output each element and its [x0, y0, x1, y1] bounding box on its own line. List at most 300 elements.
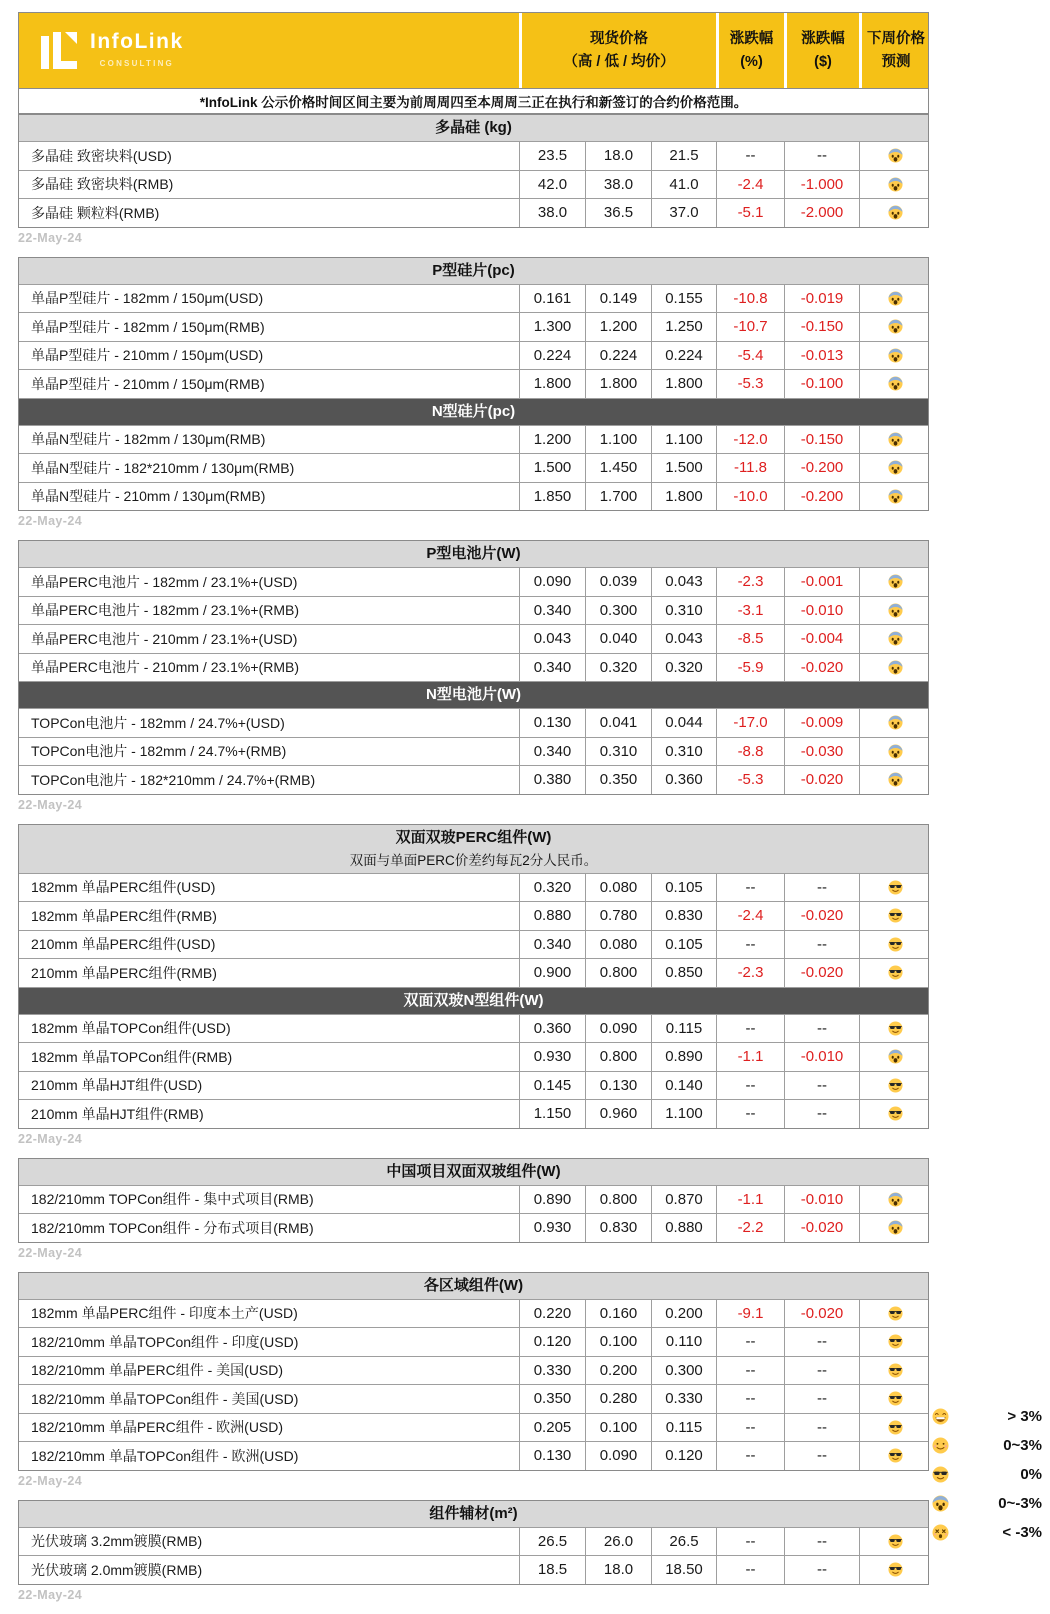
price-low: 0.280	[585, 1385, 651, 1413]
change-usd: --	[784, 142, 859, 170]
scream-emoji-icon	[888, 319, 903, 334]
cool-emoji-icon	[888, 1420, 903, 1435]
grin-emoji-icon	[932, 1408, 949, 1425]
forecast-cell	[859, 1385, 930, 1413]
forecast-cell	[859, 959, 930, 987]
change-pct: --	[716, 142, 784, 170]
section-title: N型电池片(W)	[426, 686, 521, 703]
price-high: 0.145	[519, 1072, 585, 1100]
change-usd: --	[784, 1015, 859, 1043]
price-avg: 41.0	[651, 171, 716, 199]
section-header	[19, 987, 928, 1014]
product-name: 多晶硅 颗粒料(RMB)	[31, 204, 160, 221]
product-row	[19, 482, 928, 511]
product-row	[19, 873, 928, 902]
change-pct: -5.3	[716, 370, 784, 398]
section-title: N型硅片(pc)	[431, 402, 516, 420]
legend-label: 0~-3%	[998, 1495, 1042, 1512]
section-header	[19, 541, 928, 567]
section-title: P型硅片(pc)	[432, 261, 515, 279]
date-label: 22-May-24	[18, 230, 83, 245]
change-usd: --	[784, 1328, 859, 1356]
product-name: 单晶P型硅片 - 210mm / 150μm(RMB)	[31, 375, 265, 392]
brand-name: InfoLink	[90, 29, 184, 53]
price-low: 0.320	[585, 654, 651, 682]
product-name: 182/210mm 单晶PERC组件 - 欧洲(USD)	[31, 1419, 284, 1436]
price-avg: 18.50	[651, 1556, 716, 1584]
forecast-line2: 预测	[881, 53, 911, 70]
scream-emoji-icon	[888, 348, 903, 363]
forecast-cell	[859, 285, 930, 313]
change-pct: -2.2	[716, 1214, 784, 1242]
section-subnote: 双面与单面PERC价差约每瓦2分人民币。	[349, 852, 598, 868]
product-row	[19, 653, 928, 682]
price-high: 0.930	[519, 1214, 585, 1242]
product-row	[19, 958, 928, 987]
product-row	[19, 198, 928, 227]
product-name: 单晶P型硅片 - 182mm / 150μm(USD)	[31, 290, 264, 307]
change-usd: --	[784, 1357, 859, 1385]
change-usd: -0.030	[784, 738, 859, 766]
price-avg: 21.5	[651, 142, 716, 170]
change-pct: -12.0	[716, 426, 784, 454]
section-header	[19, 681, 928, 708]
change-pct: --	[716, 1015, 784, 1043]
price-avg: 0.155	[651, 285, 716, 313]
scream-emoji-icon	[888, 660, 903, 675]
price-avg: 0.120	[651, 1442, 716, 1470]
scream-emoji-icon	[888, 489, 903, 504]
price-low: 0.830	[585, 1214, 651, 1242]
price-high: 23.5	[519, 142, 585, 170]
price-low: 0.041	[585, 709, 651, 737]
product-name: 182/210mm TOPCon组件 - 分布式项目(RMB)	[31, 1219, 314, 1236]
change-usd: --	[784, 1442, 859, 1470]
price-high: 1.850	[519, 483, 585, 511]
product-name: TOPCon电池片 - 182mm / 24.7%+(RMB)	[31, 743, 287, 760]
price-avg: 0.870	[651, 1186, 716, 1214]
price-high: 0.340	[519, 654, 585, 682]
forecast-cell	[859, 142, 930, 170]
change-usd: -0.020	[784, 902, 859, 930]
price-table-block	[18, 824, 929, 1129]
product-row	[19, 567, 928, 596]
change-usd: -0.150	[784, 313, 859, 341]
section-title: 双面双玻PERC组件(W)	[395, 828, 552, 846]
col-header-change-pct	[716, 13, 784, 88]
price-high: 0.900	[519, 959, 585, 987]
change-usd: --	[784, 1556, 859, 1584]
forecast-cell	[859, 709, 930, 737]
price-low: 0.100	[585, 1414, 651, 1442]
legend-label: > 3%	[1007, 1408, 1042, 1425]
change-pct: --	[716, 874, 784, 902]
price-low: 0.080	[585, 931, 651, 959]
product-name: 单晶N型硅片 - 210mm / 130μm(RMB)	[31, 488, 266, 505]
legend-label: < -3%	[1002, 1524, 1042, 1541]
product-name: 182/210mm 单晶TOPCon组件 - 美国(USD)	[31, 1390, 299, 1407]
change-usd: --	[784, 931, 859, 959]
price-high: 0.161	[519, 285, 585, 313]
scream-emoji-icon	[888, 177, 903, 192]
forecast-cell	[859, 1100, 930, 1128]
change-usd: --	[784, 1414, 859, 1442]
product-row	[19, 1185, 928, 1214]
forecast-cell	[859, 874, 930, 902]
scream-emoji-icon	[888, 1192, 903, 1207]
product-row	[19, 141, 928, 170]
price-avg: 0.320	[651, 654, 716, 682]
change-usd: -0.150	[784, 426, 859, 454]
price-low: 38.0	[585, 171, 651, 199]
forecast-cell	[859, 1328, 930, 1356]
product-name: 210mm 单晶PERC组件(USD)	[31, 936, 216, 953]
cool-emoji-icon	[888, 1448, 903, 1463]
product-name: 182/210mm 单晶TOPCon组件 - 印度(USD)	[31, 1333, 299, 1350]
scream-emoji-icon	[888, 1049, 903, 1064]
change-usd: -0.013	[784, 342, 859, 370]
forecast-cell	[859, 370, 930, 398]
forecast-cell	[859, 766, 930, 794]
price-high: 0.220	[519, 1300, 585, 1328]
product-row	[19, 453, 928, 482]
change-usd: -0.001	[784, 568, 859, 596]
section-header	[19, 1501, 928, 1527]
price-high: 0.340	[519, 738, 585, 766]
product-name: 单晶N型硅片 - 182*210mm / 130μm(RMB)	[31, 459, 295, 476]
price-avg: 0.044	[651, 709, 716, 737]
cool-emoji-icon	[888, 908, 903, 923]
change-pct: --	[716, 1528, 784, 1556]
change-pct: -5.1	[716, 199, 784, 227]
product-name: 单晶P型硅片 - 210mm / 150μm(USD)	[31, 347, 264, 364]
product-name: 182/210mm TOPCon组件 - 集中式项目(RMB)	[31, 1191, 314, 1208]
price-avg: 37.0	[651, 199, 716, 227]
price-avg: 0.115	[651, 1414, 716, 1442]
forecast-cell	[859, 654, 930, 682]
report-note: *InfoLink 公示价格时间区间主要为前周周四至本周周三正在执行和新签订的合约价格范围。	[18, 89, 929, 114]
price-low: 36.5	[585, 199, 651, 227]
forecast-cell	[859, 171, 930, 199]
infolink-logo-icon	[39, 31, 81, 71]
product-row	[19, 737, 928, 766]
cool-emoji-icon	[888, 965, 903, 980]
section-header	[19, 115, 928, 141]
product-row	[19, 596, 928, 625]
forecast-cell	[859, 1414, 930, 1442]
price-low: 0.300	[585, 597, 651, 625]
cool-emoji-icon	[888, 1391, 903, 1406]
change-pct: --	[716, 1357, 784, 1385]
change-usd: -0.200	[784, 454, 859, 482]
price-low: 0.780	[585, 902, 651, 930]
forecast-cell	[859, 597, 930, 625]
spot-price-title: 现货价格	[590, 31, 648, 48]
col-header-forecast	[859, 13, 930, 88]
product-row	[19, 369, 928, 398]
price-high: 18.5	[519, 1556, 585, 1584]
price-table-block	[18, 257, 929, 512]
change-usd: -0.009	[784, 709, 859, 737]
price-low: 26.0	[585, 1528, 651, 1556]
price-low: 0.224	[585, 342, 651, 370]
change-pct: --	[716, 1328, 784, 1356]
forecast-cell	[859, 1556, 930, 1584]
price-high: 0.224	[519, 342, 585, 370]
product-row	[19, 1527, 928, 1556]
change-pct: -8.5	[716, 625, 784, 653]
forecast-cell	[859, 1442, 930, 1470]
smile-emoji-icon	[932, 1437, 949, 1454]
price-avg: 0.310	[651, 738, 716, 766]
price-high: 0.930	[519, 1043, 585, 1071]
scream-emoji-icon	[888, 1220, 903, 1235]
price-high: 0.120	[519, 1328, 585, 1356]
product-name: 182mm 单晶TOPCon组件(USD)	[31, 1020, 231, 1037]
price-low: 18.0	[585, 142, 651, 170]
legend-item	[932, 1489, 1042, 1518]
section-header	[19, 825, 928, 873]
scream-emoji-icon	[888, 744, 903, 759]
legend-item	[932, 1518, 1042, 1547]
section-title: 组件辅材(m²)	[429, 1504, 518, 1522]
change-pct: -3.1	[716, 597, 784, 625]
change-pct: -10.7	[716, 313, 784, 341]
product-row	[19, 708, 928, 737]
legend-item	[932, 1460, 1042, 1489]
change-pct: -1.1	[716, 1043, 784, 1071]
change-pct: -8.8	[716, 738, 784, 766]
product-name: 单晶N型硅片 - 182mm / 130μm(RMB)	[31, 431, 266, 448]
change-usd: --	[784, 1072, 859, 1100]
product-name: 182/210mm 单晶TOPCon组件 - 欧洲(USD)	[31, 1447, 299, 1464]
product-row	[19, 425, 928, 454]
legend-label: 0~3%	[1003, 1437, 1042, 1454]
scream-emoji-icon	[888, 460, 903, 475]
price-avg: 0.105	[651, 931, 716, 959]
price-avg: 0.360	[651, 766, 716, 794]
scream-emoji-icon	[888, 291, 903, 306]
price-high: 0.320	[519, 874, 585, 902]
price-table-block	[18, 1500, 929, 1585]
forecast-cell	[859, 426, 930, 454]
product-row	[19, 170, 928, 199]
price-low: 0.960	[585, 1100, 651, 1128]
section-title: P型电池片(W)	[426, 545, 521, 562]
product-name: 光伏玻璃 3.2mm镀膜(RMB)	[31, 1533, 203, 1550]
price-high: 1.500	[519, 454, 585, 482]
price-report-table	[18, 12, 929, 1614]
price-high: 26.5	[519, 1528, 585, 1556]
dizzy-emoji-icon	[932, 1524, 949, 1541]
product-name: 多晶硅 致密块料(RMB)	[31, 176, 174, 193]
price-avg: 1.800	[651, 483, 716, 511]
price-low: 0.160	[585, 1300, 651, 1328]
product-name: 单晶PERC电池片 - 210mm / 23.1%+(RMB)	[31, 659, 299, 676]
forecast-cell	[859, 342, 930, 370]
change-usd: -0.020	[784, 959, 859, 987]
price-low: 0.800	[585, 1043, 651, 1071]
change-pct: --	[716, 1100, 784, 1128]
section-header	[19, 1273, 928, 1299]
product-row	[19, 312, 928, 341]
price-low: 0.800	[585, 1186, 651, 1214]
change-usd: -0.020	[784, 1300, 859, 1328]
change-usd: -0.200	[784, 483, 859, 511]
change-pct-line2: (%)	[740, 53, 763, 70]
change-usd: -1.000	[784, 171, 859, 199]
price-low: 1.100	[585, 426, 651, 454]
product-row	[19, 1071, 928, 1100]
change-usd: --	[784, 1385, 859, 1413]
forecast-cell	[859, 738, 930, 766]
price-avg: 0.880	[651, 1214, 716, 1242]
price-table-block	[18, 114, 929, 228]
price-avg: 0.310	[651, 597, 716, 625]
scream-emoji-icon	[888, 574, 903, 589]
price-high: 0.880	[519, 902, 585, 930]
scream-emoji-icon	[888, 148, 903, 163]
table-header-row	[18, 12, 929, 89]
forecast-cell	[859, 199, 930, 227]
price-low: 0.040	[585, 625, 651, 653]
change-pct: -5.4	[716, 342, 784, 370]
product-row	[19, 1384, 928, 1413]
product-name: 182mm 单晶TOPCon组件(RMB)	[31, 1048, 233, 1065]
change-usd: -0.010	[784, 1043, 859, 1071]
price-low: 0.800	[585, 959, 651, 987]
change-pct: -2.3	[716, 568, 784, 596]
price-high: 0.130	[519, 709, 585, 737]
price-high: 0.380	[519, 766, 585, 794]
price-avg: 0.043	[651, 625, 716, 653]
change-usd: -0.004	[784, 625, 859, 653]
price-avg: 0.830	[651, 902, 716, 930]
price-high: 0.130	[519, 1442, 585, 1470]
cool-emoji-icon	[888, 880, 903, 895]
product-name: 182/210mm 单晶PERC组件 - 美国(USD)	[31, 1362, 284, 1379]
change-pct: --	[716, 1414, 784, 1442]
price-avg: 0.105	[651, 874, 716, 902]
section-title: 各区域组件(W)	[423, 1276, 524, 1294]
price-low: 0.200	[585, 1357, 651, 1385]
section-header	[19, 1159, 928, 1185]
scream-emoji-icon	[932, 1495, 949, 1512]
forecast-cell	[859, 1214, 930, 1242]
price-avg: 0.140	[651, 1072, 716, 1100]
price-low: 0.149	[585, 285, 651, 313]
product-row	[19, 624, 928, 653]
forecast-cell	[859, 1300, 930, 1328]
col-header-spot-price	[519, 13, 716, 88]
change-pct: --	[716, 931, 784, 959]
price-high: 0.360	[519, 1015, 585, 1043]
change-pct-line1: 涨跌幅	[729, 31, 774, 48]
price-high: 38.0	[519, 199, 585, 227]
forecast-cell	[859, 931, 930, 959]
price-avg: 1.250	[651, 313, 716, 341]
price-avg: 1.100	[651, 1100, 716, 1128]
change-pct: --	[716, 1072, 784, 1100]
price-low: 0.090	[585, 1015, 651, 1043]
change-pct: -5.9	[716, 654, 784, 682]
change-pct: -10.0	[716, 483, 784, 511]
product-row	[19, 765, 928, 794]
col-header-change-usd	[784, 13, 859, 88]
change-usd: --	[784, 874, 859, 902]
price-avg: 0.110	[651, 1328, 716, 1356]
product-name: 182mm 单晶PERC组件(RMB)	[31, 907, 217, 924]
price-avg: 0.890	[651, 1043, 716, 1071]
change-pct: -9.1	[716, 1300, 784, 1328]
cool-emoji-icon	[888, 1534, 903, 1549]
change-pct: -1.1	[716, 1186, 784, 1214]
change-pct: -2.4	[716, 171, 784, 199]
forecast-cell	[859, 1357, 930, 1385]
change-pct: -11.8	[716, 454, 784, 482]
scream-emoji-icon	[888, 715, 903, 730]
product-name: 单晶P型硅片 - 182mm / 150μm(RMB)	[31, 318, 265, 335]
price-low: 0.130	[585, 1072, 651, 1100]
scream-emoji-icon	[888, 432, 903, 447]
price-high: 0.205	[519, 1414, 585, 1442]
change-pct: -17.0	[716, 709, 784, 737]
forecast-cell	[859, 1015, 930, 1043]
product-row	[19, 1356, 928, 1385]
change-pct: --	[716, 1385, 784, 1413]
price-avg: 26.5	[651, 1528, 716, 1556]
date-label: 22-May-24	[18, 1473, 83, 1488]
date-label: 22-May-24	[18, 514, 83, 528]
change-pct: --	[716, 1556, 784, 1584]
date-label: 22-May-24	[18, 1245, 83, 1260]
scream-emoji-icon	[888, 205, 903, 220]
change-usd: -0.019	[784, 285, 859, 313]
cool-emoji-icon	[888, 1106, 903, 1121]
price-low: 0.039	[585, 568, 651, 596]
product-row	[19, 1327, 928, 1356]
price-avg: 0.224	[651, 342, 716, 370]
price-low: 0.350	[585, 766, 651, 794]
price-avg: 0.115	[651, 1015, 716, 1043]
product-row	[19, 901, 928, 930]
section-title: 多晶硅 (kg)	[435, 119, 512, 136]
price-high: 0.090	[519, 568, 585, 596]
cool-emoji-icon	[888, 1078, 903, 1093]
price-high: 0.340	[519, 931, 585, 959]
legend-item	[932, 1402, 1042, 1431]
price-blocks	[18, 114, 929, 1604]
forecast-cell	[859, 313, 930, 341]
price-high: 1.800	[519, 370, 585, 398]
product-name: 单晶PERC电池片 - 210mm / 23.1%+(USD)	[31, 630, 298, 647]
brand-text	[90, 31, 184, 71]
change-pct: -2.4	[716, 902, 784, 930]
cool-emoji-icon	[888, 1562, 903, 1577]
change-pct: -5.3	[716, 766, 784, 794]
price-table-block	[18, 1158, 929, 1243]
change-usd-line2: ($)	[814, 53, 832, 70]
section-header	[19, 258, 928, 284]
product-row	[19, 1413, 928, 1442]
product-name: 210mm 单晶PERC组件(RMB)	[31, 964, 217, 981]
change-usd: -0.020	[784, 654, 859, 682]
scream-emoji-icon	[888, 376, 903, 391]
change-usd: -0.100	[784, 370, 859, 398]
product-row	[19, 341, 928, 370]
price-high: 42.0	[519, 171, 585, 199]
price-high: 1.300	[519, 313, 585, 341]
